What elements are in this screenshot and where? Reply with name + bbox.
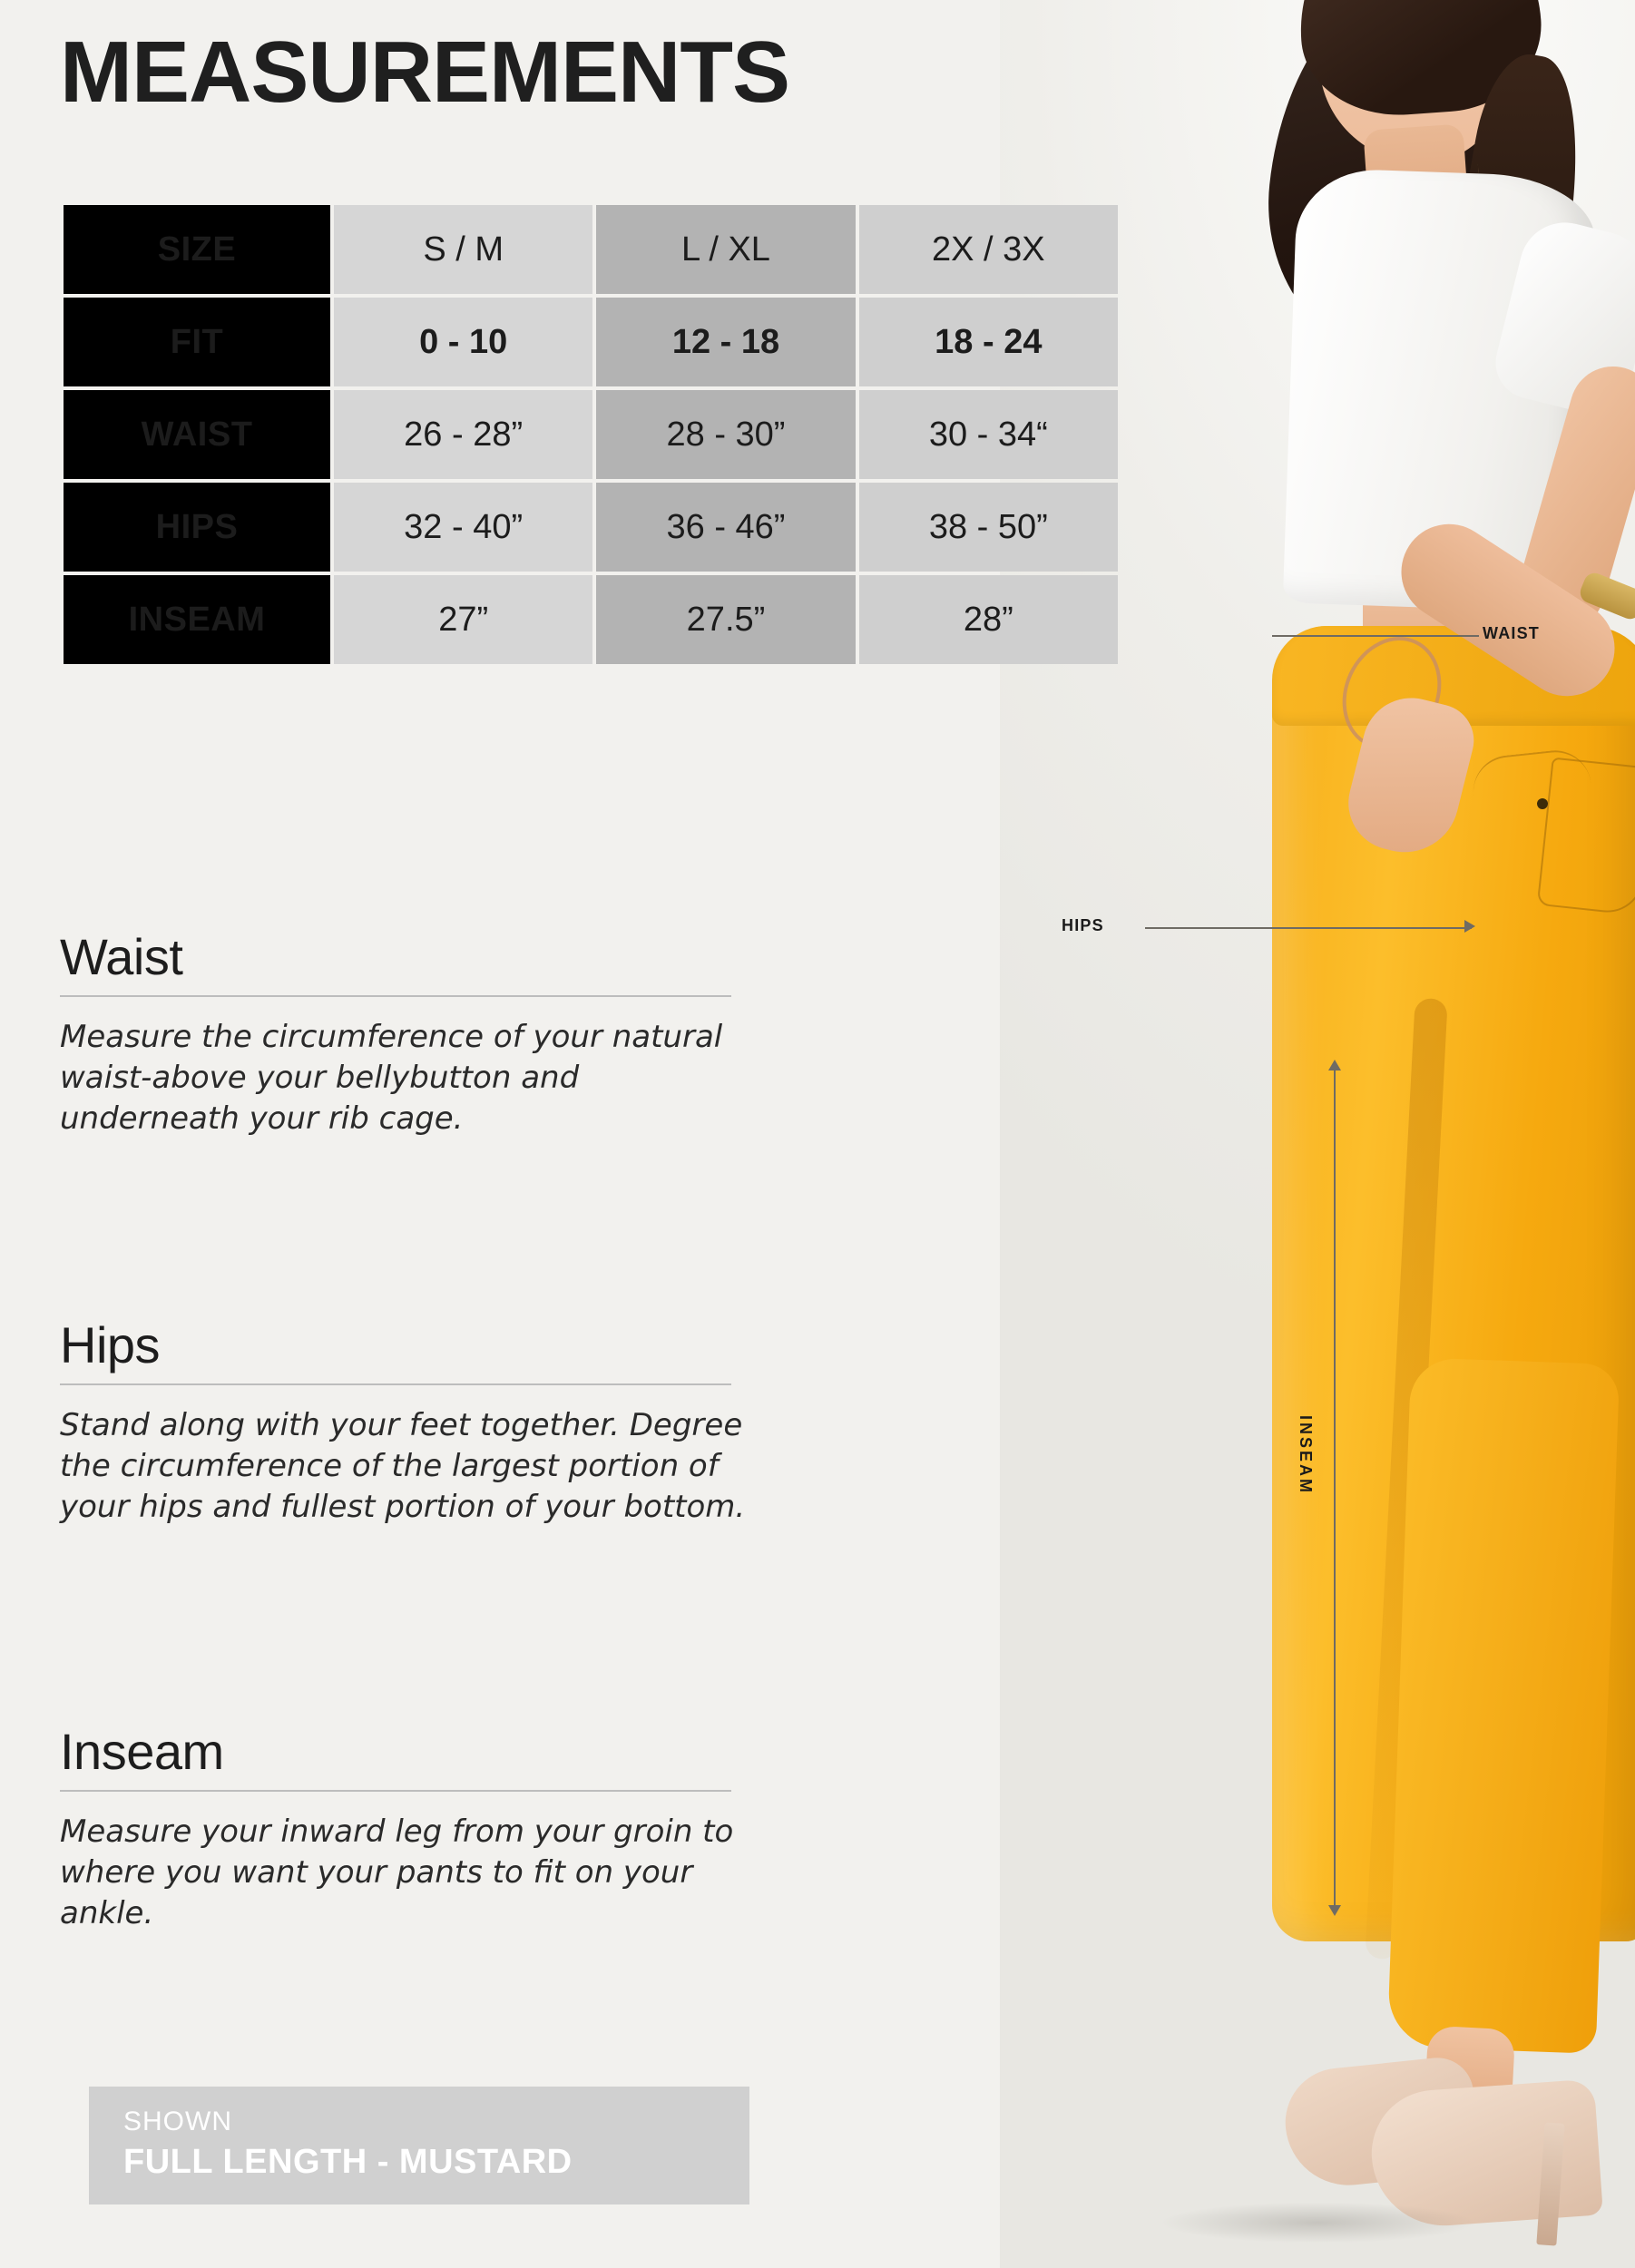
table-row [64, 483, 1118, 572]
section-inseam-body: Measure your inward leg from your groin to where you want your pants to fit on your ankle. [60, 1813, 734, 1931]
cell-fit-2x3x: 18 - 24 [859, 298, 1118, 386]
shown-label: SHOWN [123, 2107, 232, 2136]
table-row [64, 575, 1118, 664]
cell-size-sm: S / M [334, 205, 592, 294]
table-row [64, 298, 1118, 386]
cell-size-lxl: L / XL [596, 205, 855, 294]
cell-waist-2x3x: 30 - 34“ [859, 390, 1118, 479]
annotation-inseam-arrowhead-bottom [1328, 1905, 1341, 1916]
row-label-waist: WAIST [64, 390, 330, 479]
table-row [64, 205, 1118, 294]
annotation-inseam-label: INSEAM [1297, 1415, 1315, 1496]
section-waist-heading: Waist [60, 928, 183, 985]
garment-back-pocket [1537, 757, 1635, 915]
section-hips-divider [60, 1383, 731, 1385]
garment-rivet [1537, 798, 1548, 809]
annotation-waist-line [1272, 635, 1479, 637]
section-waist-divider [60, 995, 731, 997]
section-hips [60, 1315, 768, 1528]
row-label-inseam: INSEAM [64, 575, 330, 664]
annotation-hips-arrowhead [1464, 920, 1475, 933]
annotation-inseam-line [1334, 1070, 1336, 1914]
page-title: MEASUREMENTS [60, 24, 790, 121]
cell-fit-sm: 0 - 10 [334, 298, 592, 386]
annotation-hips-line [1145, 927, 1472, 929]
cell-hips-2x3x: 38 - 50” [859, 483, 1118, 572]
table-row [64, 390, 1118, 479]
row-label-hips: HIPS [64, 483, 330, 572]
cell-hips-sm: 32 - 40” [334, 483, 592, 572]
section-waist-body: Measure the circumference of your natural waist-above your bellybutton and underneath your rib cage. [60, 1019, 723, 1137]
annotation-waist-label: WAIST [1483, 624, 1540, 642]
section-waist [60, 927, 768, 1139]
shown-value: FULL LENGTH - MUSTARD [123, 2143, 573, 2181]
floor-shadow [1109, 2195, 1526, 2250]
cell-waist-lxl: 28 - 30” [596, 390, 855, 479]
cell-inseam-sm: 27” [334, 575, 592, 664]
section-hips-heading: Hips [60, 1316, 161, 1374]
section-inseam-heading: Inseam [60, 1723, 224, 1780]
section-inseam-divider [60, 1790, 731, 1792]
cell-inseam-2x3x: 28” [859, 575, 1118, 664]
cell-fit-lxl: 12 - 18 [596, 298, 855, 386]
cell-hips-lxl: 36 - 46” [596, 483, 855, 572]
cell-size-2x3x: 2X / 3X [859, 205, 1118, 294]
section-hips-body: Stand along with your feet together. Degree the circumference of the largest portion of your hips and fullest portion of your bottom. [60, 1407, 746, 1525]
annotation-inseam-arrowhead-top [1328, 1060, 1341, 1070]
cell-waist-sm: 26 - 28” [334, 390, 592, 479]
annotation-hips-label: HIPS [1062, 916, 1104, 934]
row-label-size: SIZE [64, 205, 330, 294]
size-table [60, 201, 1121, 668]
row-label-fit: FIT [64, 298, 330, 386]
garment-front-leg [1387, 1357, 1620, 2054]
cell-inseam-lxl: 27.5” [596, 575, 855, 664]
section-inseam [60, 1722, 768, 1934]
